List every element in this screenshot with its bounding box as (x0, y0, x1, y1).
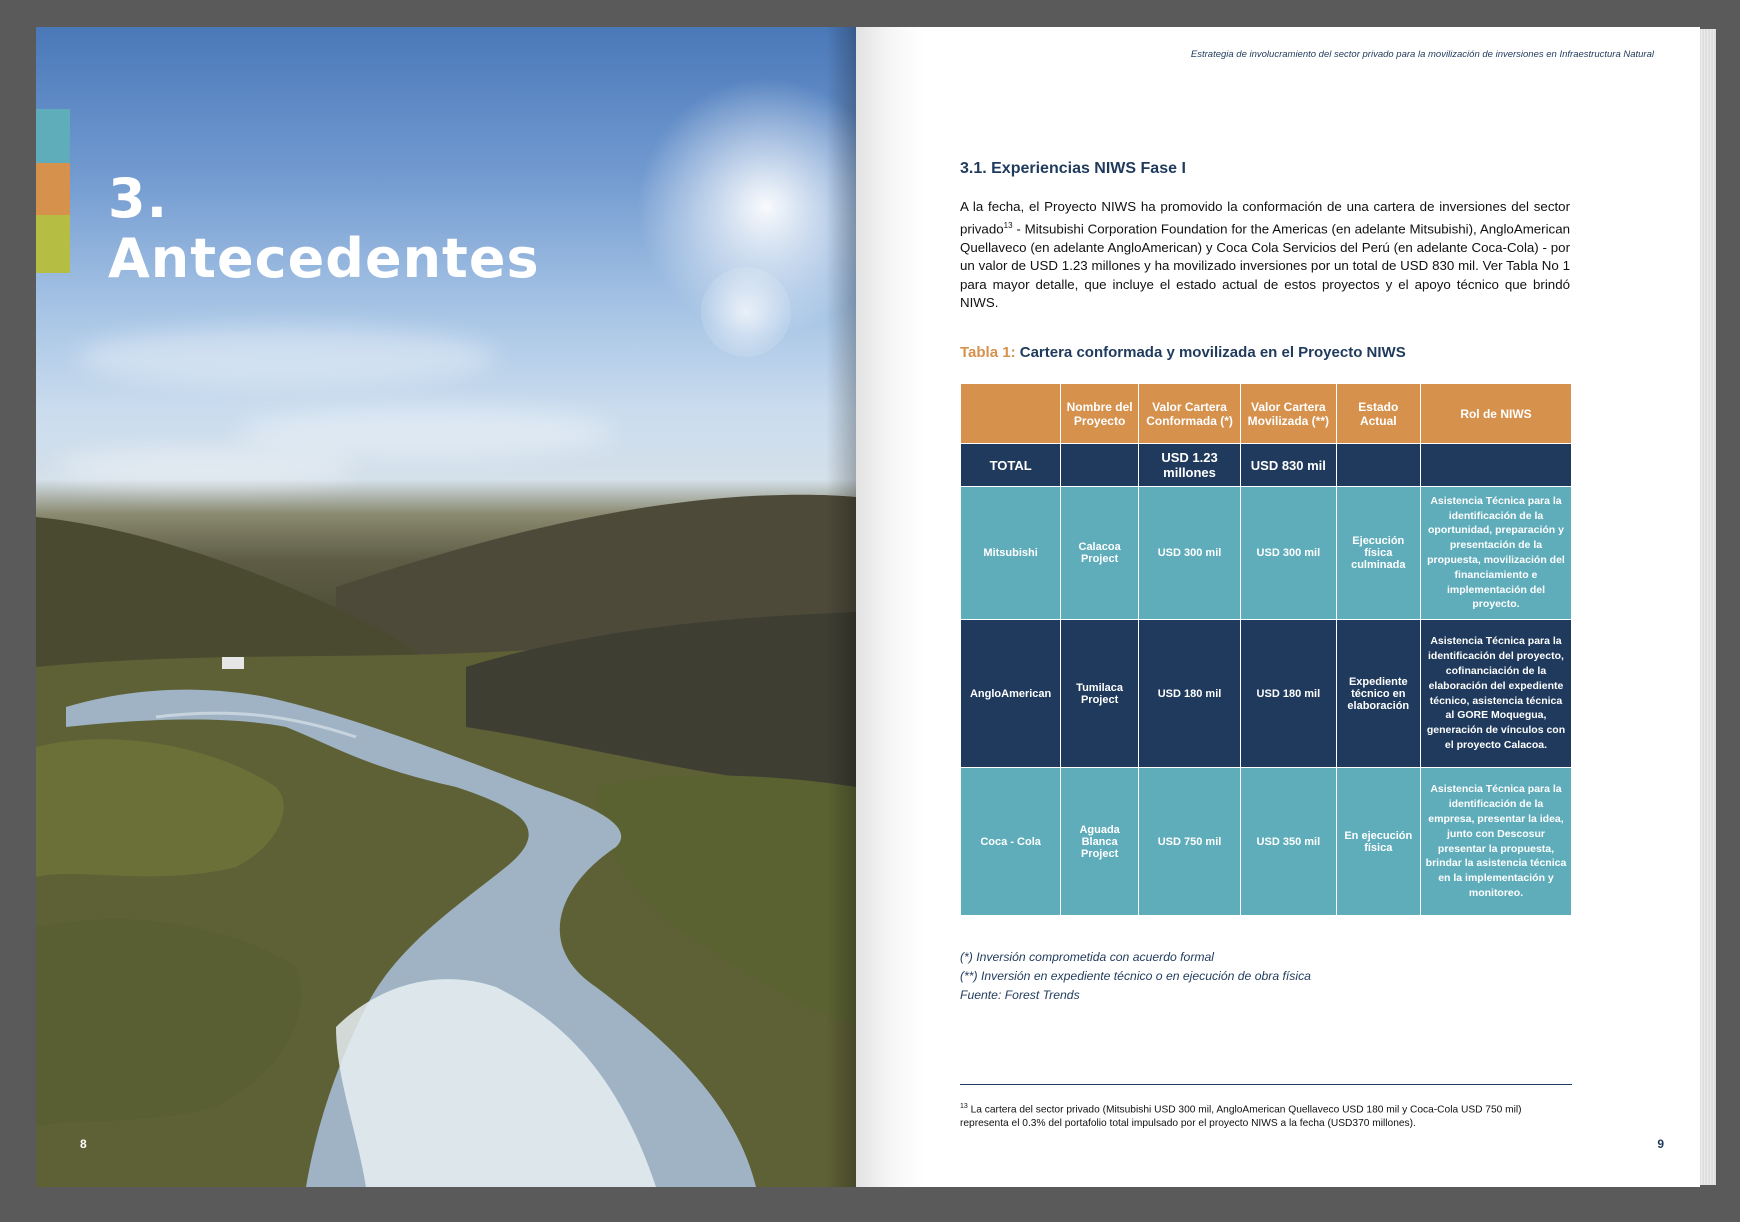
table-label: Tabla 1: (960, 344, 1016, 361)
note-technical: (**) Inversión en expediente técnico o en ejecución de obra física (960, 969, 1311, 983)
cell-portfolio: USD 180 mil (1138, 620, 1240, 768)
footnote-reference: 13 (1003, 220, 1013, 230)
cell-mobilized: USD 180 mil (1241, 620, 1336, 768)
cell-mobilized: USD 350 mil (1241, 768, 1336, 916)
right-page (856, 27, 1700, 1187)
cell-status: En ejecución física (1336, 768, 1420, 916)
total-role (1420, 444, 1571, 487)
body-text-part2: - Mitsubishi Corporation Foundation for the Americas (en adelante Mitsubishi), AngloAmerican Quellaveco (en adelante AngloAmerican) y Coca Cola Servicios del Perú (en adelante Coca-Cola) - por un valor de USD 1.23 millones y ha movilizado inversiones por un total de USD 830 mil. Ver Tabla No 1 para mayor detalle, que incluye el estado actual de estos proyectos y el apoyo técnico que brindó NIWS. (960, 221, 1570, 311)
left-page-number: 8 (80, 1137, 87, 1151)
total-label: TOTAL (961, 444, 1061, 487)
footnote (960, 1100, 1572, 1131)
cell-role: Asistencia Técnica para la identificación de la oportunidad, preparación y presentación de la propuesta, movilización del financiamiento e implementación del proyecto. (1420, 487, 1571, 620)
footnote-number: 13 (960, 1103, 968, 1110)
table-row-total (961, 444, 1572, 487)
cell-company: Mitsubishi (961, 487, 1061, 620)
cell-project: Calacoa Project (1061, 487, 1139, 620)
cell-role: Asistencia Técnica para la identificación de la empresa, presentar la idea, junto con Descosur presentar la propuesta, brindar la asistencia técnica en la implementación y monitoreo. (1420, 768, 1571, 916)
table-row (961, 768, 1572, 916)
cell-status: Ejecución física culminada (1336, 487, 1420, 620)
table-row (961, 620, 1572, 768)
header-current-status: Estado Actual (1336, 384, 1420, 444)
table-header-row (961, 384, 1572, 444)
cell-status: Expediente técnico en elaboración (1336, 620, 1420, 768)
header-portfolio-value: Valor Cartera Conformada (*) (1138, 384, 1240, 444)
header-niws-role: Rol de NIWS (1420, 384, 1571, 444)
header-mobilized-value: Valor Cartera Movilizada (**) (1241, 384, 1336, 444)
total-status (1336, 444, 1420, 487)
chapter-title: Antecedentes (108, 227, 540, 290)
color-bar-orange (36, 163, 70, 215)
cell-project: Tumilaca Project (1061, 620, 1139, 768)
cell-portfolio: USD 300 mil (1138, 487, 1240, 620)
footnote-divider (960, 1084, 1572, 1085)
running-header: Estrategia de involucramiento del sector privado para la movilización de inversiones en Infraestructura Natural (1190, 49, 1654, 60)
note-source: Fuente: Forest Trends (960, 988, 1080, 1002)
book-spread (36, 27, 1700, 1187)
table-caption: Cartera conformada y movilizada en el Proyecto NIWS (1015, 344, 1406, 361)
header-project-name: Nombre del Proyecto (1061, 384, 1139, 444)
section-title: 3.1. Experiencias NIWS Fase I (960, 160, 1186, 177)
table-row (961, 487, 1572, 620)
total-portfolio: USD 1.23 millones (1138, 444, 1240, 487)
cell-company: AngloAmerican (961, 620, 1061, 768)
header-empty (961, 384, 1061, 444)
table-notes (960, 948, 1311, 1005)
left-page-photo (36, 27, 856, 1187)
portfolio-table (960, 383, 1572, 916)
chapter-number: 3. (108, 167, 169, 230)
body-text-part1: A la fecha, el Proyecto NIWS ha promovido la conformación de una cartera de inversiones del sector privado (960, 199, 1570, 237)
cell-role: Asistencia Técnica para la identificación del proyecto, cofinanciación de la elaboración del expediente técnico, asistencia técnica al GORE Moquegua, generación de vínculos con el proyecto Calacoa. (1420, 620, 1571, 768)
body-paragraph (960, 198, 1570, 313)
cell-project: Aguada Blanca Project (1061, 768, 1139, 916)
footnote-text: La cartera del sector privado (Mitsubishi USD 300 mil, AngloAmerican Quellaveco USD 180 mil y Coca-Cola USD 750 mil) representa el 0.3% del portafolio total impulsado por el proyecto NIWS a la fecha (USD370 millones). (960, 1104, 1522, 1130)
right-page-number: 9 (1657, 1137, 1664, 1151)
color-bar-teal (36, 109, 70, 163)
total-mobilized: USD 830 mil (1241, 444, 1336, 487)
cell-mobilized: USD 300 mil (1241, 487, 1336, 620)
color-bar-olive (36, 215, 70, 273)
table-title (960, 344, 1406, 361)
total-project (1061, 444, 1139, 487)
note-committed: (*) Inversión comprometida con acuerdo formal (960, 950, 1215, 964)
cell-company: Coca - Cola (961, 768, 1061, 916)
page-edges (1700, 29, 1716, 1185)
cell-portfolio: USD 750 mil (1138, 768, 1240, 916)
